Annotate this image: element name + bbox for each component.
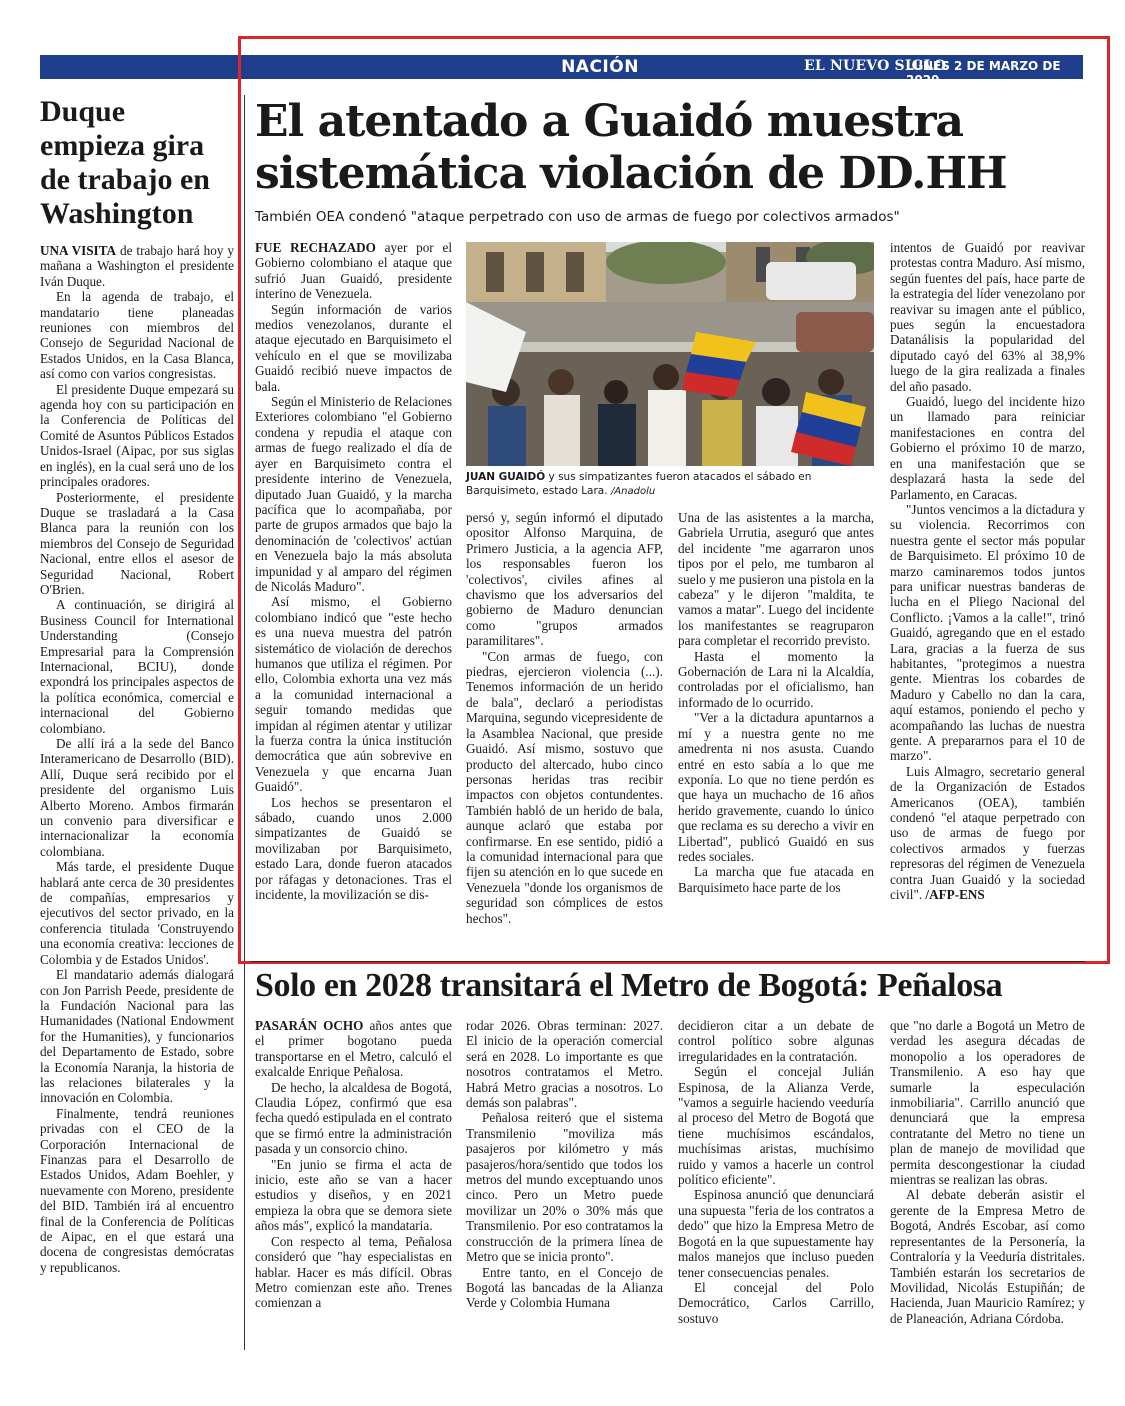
paragraph: Espinosa anunció que denunciará una supuesta "feria de los contratos a dedo" que hizo la Empresa Metro de Bogotá en la que supuestamente hay malos manejos que incluso pueden tener consecuencias penales. (678, 1187, 874, 1280)
paragraph: Según el concejal Julián Espinosa, de la Alianza Verde, "vamos a seguirle haciendo veeduría al proceso del Metro de Bogotá que tiene muchísimos escándalos, muchísimas aristas, muchísimo ruido y vamos a hacerle un control político eficiente". (678, 1064, 874, 1188)
paragraph: intentos de Guaidó por reavivar protestas contra Maduro. Así mismo, según fuentes del país, hace parte de la estrategia del líder venezolano por reavivar su imagen ante el público, pues según la encuestadora Datanálisis la popularidad del diputado cayó del 63% al 38,9% luego de la gira realizada a finales del año pasado. (890, 240, 1085, 394)
newspaper-name: EL NUEVO SIGLO (804, 58, 947, 74)
paragraph: FUE RECHAZADO ayer por el Gobierno colombiano el ataque que sufrió Juan Guaidó, presidente interino de Venezuela. (255, 240, 452, 302)
article-separator (250, 961, 1085, 962)
lead-words: UNA VISITA (40, 243, 117, 258)
paragraph: "Con armas de fuego, con piedras, ejercieron violencia (...). Tenemos información de un herido de bala", declaró a periodistas Marquina, segundo vicepresidente de la Asamblea Nacional, que preside Guaidó. Así mismo, sostuvo que producto del altercado, hubo cinco personas heridas tras recibir impactos con objetos contundentes. También habló de un herido de bala, aunque aclaró que estaba por confirmarse. En ese sentido, pidió a la comunidad internacional para que fijen su atención en lo que sucede en Venezuela "donde los organismos de seguridad son cómplices de estos hechos". (466, 648, 664, 926)
paragraph: Con respecto al tema, Peñalosa consideró que "hay especialistas en hablar. Hacer es más difícil. Obras Metro comienzan este año. Trenes comienzan a (255, 1233, 452, 1311)
side-article-body (40, 243, 234, 1275)
paragraph: Una de las asistentes a la marcha, Gabriela Urrutia, aseguró que antes del incidente "me agarraron unos tipos por el pelo, me tumbaron al suelo y me pusieron una pistola en la cabeza" y le dijeron "maldita, te vamos a matar". Luego del incidente los manifestantes se reagruparon para completar el recorrido previsto. (678, 510, 874, 649)
paragraph: Así mismo, el Gobierno colombiano indicó que "este hecho es una nueva muestra del patrón sistemático de violación de derechos humanos que utiliza el régimen. Por ello, Colombia exhorta una vez más a la comunidad internacional a seguir tomando medidas que impidan al régimen atentar y utilizar la fuerza contra la única institución democrática que aún sobrevive en Venezuela y que encarna Juan Guaidó". (255, 594, 452, 795)
second-article-column-3 (678, 1018, 874, 1326)
paragraph: El presidente Duque empezará su agenda hoy con su participación en la Conferencia de Políticas del Comité de Asuntos Públicos Estados Unidos-Israel (Aipac, por sus siglas en inglés), en la cual será uno de los principales oradores. (40, 381, 234, 490)
side-article (40, 95, 234, 1275)
photo-credit: /Anadolu (610, 486, 656, 497)
second-article-column-4 (890, 1018, 1085, 1326)
paragraph: Según el Ministerio de Relaciones Exteriores colombiano "el Gobierno condena y repudia el ataque con armas de fuego realizado el día de ayer en Barquisimeto contra el presidente interino de Venezuela, diputado Juan Guaidó, y la marcha pacífica que lo acompañaba, por parte de grupos armados que bajo la denominación de 'colectivos' actúan en Venezuela bajo la más absoluta impunidad y al amparo del régimen de Nicolás Maduro". (255, 394, 452, 594)
paragraph: Más tarde, el presidente Duque hablará ante cerca de 30 presidentes de compañías, empresarios y ejecutivos del sector privado, en la conferencia titulada 'Construyendo una economía creativa: lecciones de Colombia y de Estados Unidos'. (40, 859, 234, 967)
paragraph: rodar 2026. Obras terminan: 2027. El inicio de la operación comercial será en 2028. Lo importante es que nosotros contratamos el Metro. Habrá Metro gracias a nosotros. Lo demás son palabras". (466, 1018, 663, 1111)
article-signature: /AFP-ENS (922, 887, 985, 903)
paragraph: Entre tanto, en el Concejo de Bogotá las bancadas de la Alianza Verde y Colombia Humana (466, 1264, 663, 1311)
second-article-column-1 (255, 1018, 452, 1311)
second-article-title: Solo en 2028 transitará el Metro de Bogotá: Peñalosa (255, 967, 1003, 1004)
photo-caption: JUAN GUAIDÓ y sus simpatizantes fueron atacados el sábado en Barquisimeto, estado Lara. /Anadolu (466, 471, 812, 497)
lead-words: PASARÁN OCHO (255, 1018, 364, 1033)
paragraph: decidieron citar a un debate de control político sobre algunas irregularidades en la contratación. (678, 1018, 874, 1064)
paragraph: "En junio se firma el acta de inicio, este año se van a hacer estudios y diseños, y en 2021 empieza la obra que se demora siete años más", explicó la mandataria. (255, 1156, 452, 1234)
paragraph: "Ver a la dictadura apuntarnos a mí y a nuestra gente no me amedrenta ni nos asusta. Cuando entré en esto sabía a lo que me exponía. Lo que no tiene perdón es que haya un muchacho de 16 años herido gravemente, cuando lo único que reclama es su derecho a vivir en Libertad", publicó Guaidó en sus redes sociales. (678, 710, 874, 864)
paragraph: Peñalosa reiteró que el sistema Transmilenio "moviliza más pasajeros por kilómetro y más pasajeros/hora/sentido que todos los metros del mundo exceptuando unos cinco. Pero un Metro puede movilizar un 20% o 30% más que Transmilenio. Por eso contratamos la construcción de la primera línea de Metro que se inicia pronto". (466, 1110, 663, 1265)
paragraph: A continuación, se dirigirá al Business Council for International Understanding (Consejo Empresarial para la Comprensión Internacional, BCIU), donde expondrá los principales aspectos de la política económica, comercial e internacional del Gobierno colombiano. (40, 597, 234, 736)
paragraph: De allí irá a la sede del Banco Interamericano de Desarrollo (BID). Allí, Duque será recibido por el presidente del organismo Luis Alberto Moreno. Ambos firmarán un convenio para diversificar e internacionalizar la economía colombiana. (40, 736, 234, 859)
paragraph: UNA VISITA de trabajo hará hoy y mañana a Washington el presidente Iván Duque. (40, 243, 234, 289)
highlight-frame (238, 36, 1110, 964)
paragraph: persó y, según informó el diputado opositor Alfonso Marquina, de Primero Justicia, a la agencia AFP, los responsables fueron los 'colectivos', civiles afines al chavismo que los adversarios del gobierno de Maduro denuncian como "grupos armados paramilitares". (466, 510, 663, 649)
paragraph: Finalmente, tendrá reuniones privadas con el CEO de la Corporación Internacional de Finanzas para el Desarrollo de Estados Unidos, Adam Boehler, y nuevamente con Moreno, presidente del BID. También irá al encuentro final de la Conferencia de Políticas de Aipac, en el que estará una docena de congresistas demócratas y republicanos. (40, 1105, 234, 1275)
paragraph: que "no darle a Bogotá un Metro de verdad les asegura décadas de monopolio a los operadores de Transmilenio. A eso hay que sumarle la especulación inmobiliaria". Carrillo anunció que denunciará que la empresa contratante del Metro no tiene un plan de manejo de movilidad que permita descongestionar la ciudad mientras se realizan las obras. (890, 1018, 1085, 1188)
paragraph: El mandatario además dialogará con Jon Parrish Peede, presidente de la Fundación Nacional para las Humanidades (National Endowment for the Humanities), y funcionarios del Departamento de Estado, sobre la Economía Naranja, la historia de las relaciones bilaterales y la innovación en Colombia. (40, 967, 234, 1106)
lead-words: FUE RECHAZADO (255, 240, 376, 255)
paragraph: Al debate deberán asistir el gerente de la Empresa Metro de Bogotá, Andrés Escobar, así como representantes de la Personería, la Contraloría y la Veeduría distritales. También estarán los secretarios de Movilidad, Nicolás Estupiñán; de Hacienda, Juan Mauricio Ramírez; y de Planeación, Adriana Córdoba. (890, 1187, 1085, 1326)
paragraph: Los hechos se presentaron el sábado, cuando unos 2.000 simpatizantes de Guaidó se movilizaban por Barquisimeto, estado Lara, donde fueron atacados por ráfagas y detonaciones. Tras el incidente, la movilización se dis- (255, 794, 452, 903)
paragraph: La marcha que fue atacada en Barquisimeto hace parte de los (678, 864, 874, 895)
paragraph: De hecho, la alcaldesa de Bogotá, Claudia López, confirmó que esa fecha quedó estipulada en el contrato que se firmó entre la administración pasada y un consorcio chino. (255, 1079, 452, 1157)
paragraph: Hasta el momento la Gobernación de Lara ni la Alcaldía, controladas por el oficialismo, han informado de lo ocurrido. (678, 648, 874, 710)
side-article-title: Duque empieza gira de trabajo en Washington (40, 95, 210, 230)
paragraph: Posteriormente, el presidente Duque se trasladará a la Casa Blanca para la reunión con los miembros del Consejo de Seguridad Nacional, entre ellos el asesor de Seguridad Nacional, Robert O'Brien. (40, 489, 234, 597)
section-name: NACIÓN (561, 57, 639, 77)
second-article-column-2 (466, 1018, 663, 1311)
main-article-title: El atentado a Guaidó muestra sistemática violación de DD.HH (255, 96, 1007, 199)
paragraph: "Juntos vencimos a la dictadura y su violencia. Recorrimos con nuestra gente el sector más popular de Barquisimeto. El próximo 10 de marzo caminaremos todos juntos para unificar nuestras banderas de lucha en el Pliego Nacional del Conflicto. ¡Vamos a la calle!", trinó Guaidó, agregando que en el estado Lara, gracias a la fuerza de sus habitantes, "protegimos a nuestra gente. Mientras los cobardes de Maduro y Cabello no dan la cara, aquí estamos, poniendo el pecho y acompañando las luchas de nuestra gente. A prepararnos para el 10 de marzo". (890, 501, 1085, 764)
paragraph: En la agenda de trabajo, el mandatario tiene planeadas reuniones con miembros del Consejo de Seguridad Nacional de Estados Unidos, en la Casa Blanca, así como con varios congresistas. (40, 289, 234, 382)
paragraph: PASARÁN OCHO años antes que el primer bogotano pueda transportarse en el Metro, calculó el exalcalde Enrique Peñalosa. (255, 1018, 453, 1080)
paragraph: Guaidó, luego del incidente hizo un llamado para reiniciar manifestaciones en contra del Gobierno el próximo 10 de marzo, en una manifestación que se desplazará hasta la sede del Parlamento, en Caracas. (890, 394, 1085, 502)
main-article-subtitle: También OEA condenó "ataque perpetrado con uso de armas de fuego por colectivos armados" (255, 209, 900, 225)
page-number: 9B (1095, 56, 1122, 77)
paragraph: El concejal del Polo Democrático, Carlos Carrillo, sostuvo (678, 1279, 874, 1326)
issue-date: LUNES 2 DE MARZO DE 2020 (906, 59, 1061, 87)
paragraph: Según información de varios medios venezolanos, durante el ataque ejecutado en Barquisimeto el vehículo en el que se movilizaba Guaidó recibió nueve impactos de bala. (255, 301, 452, 394)
paragraph: Luis Almagro, secretario general de la Organización de Estados Americanos (OEA), también condenó "el ataque perpetrado con uso de armas de fuego por colectivos armados y fuerzas represoras del régimen de Venezuela contra Juan Guaidó y la sociedad civil". /AFP-ENS (890, 763, 1085, 903)
